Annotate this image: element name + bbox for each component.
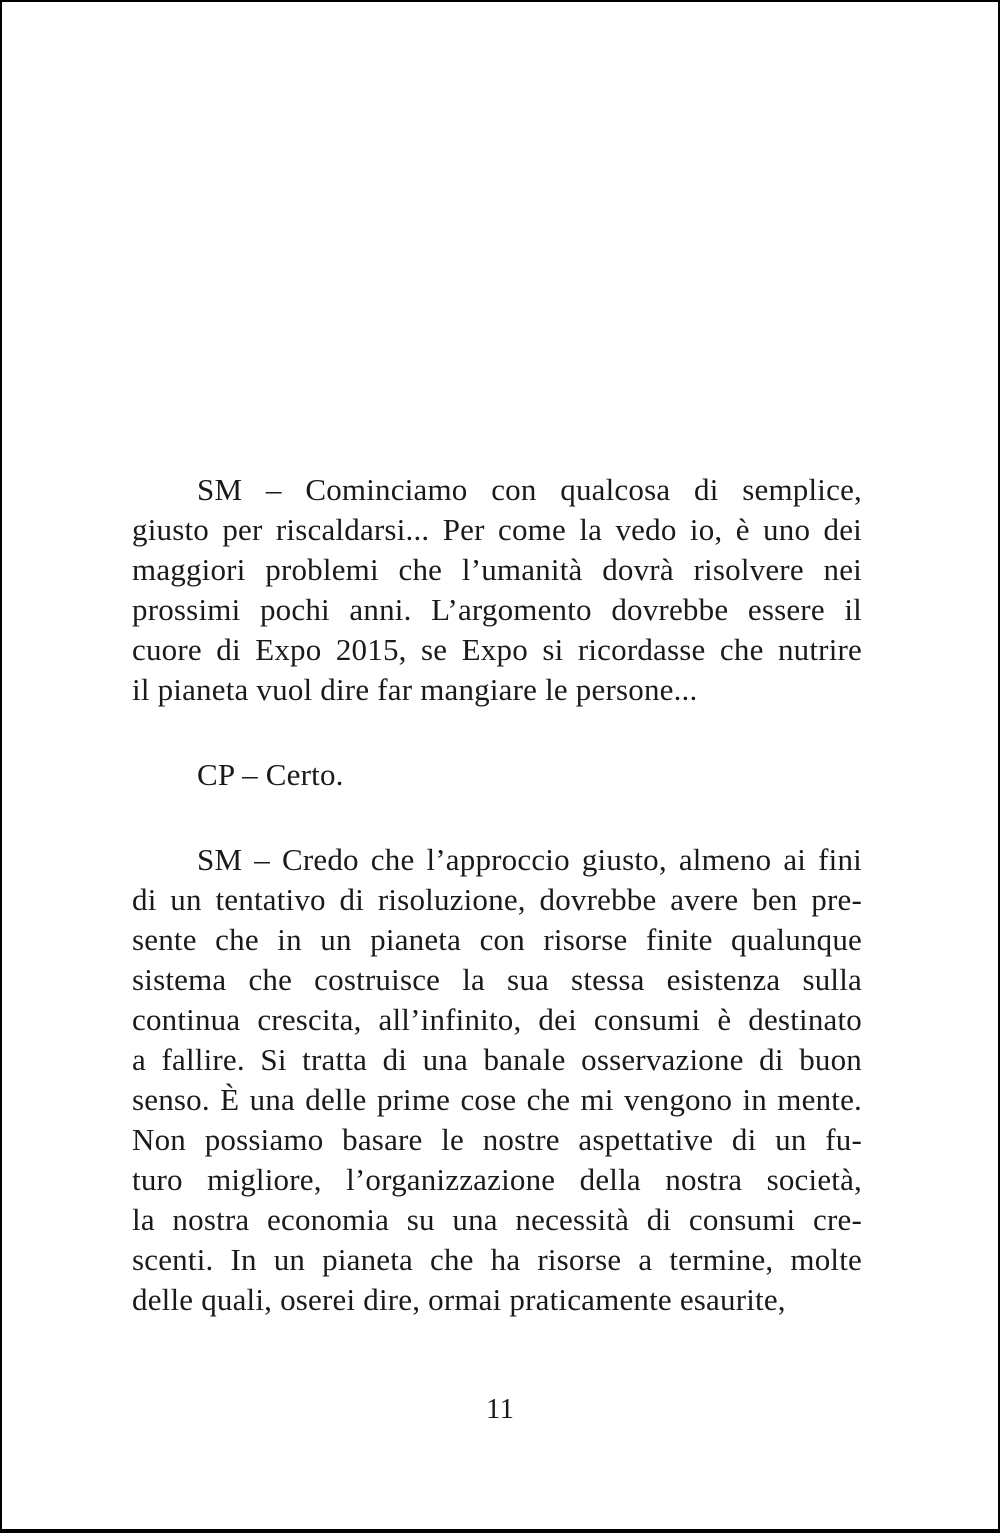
text-line: di un tentativo di risoluzione, dovrebbe avere ben pre- <box>132 882 862 917</box>
text-line: CP – Certo. <box>197 757 344 792</box>
text-line: SM – Cominciamo con qualcosa di semplice, <box>197 472 862 507</box>
text-line: sente che in un pianeta con risorse finite qualunque <box>132 922 862 957</box>
text-line: la nostra economia su una necessità di consumi cre- <box>132 1202 862 1237</box>
text-line: sistema che costruisce la sua stessa esistenza sulla <box>132 962 862 997</box>
text-line: delle quali, oserei dire, ormai praticamente esaurite, <box>132 1282 786 1317</box>
text-line: prossimi pochi anni. L’argomento dovrebbe essere il <box>132 592 862 627</box>
text-line: giusto per riscaldarsi... Per come la vedo io, è uno dei <box>132 512 862 547</box>
text-line: turo migliore, l’organizzazione della nostra società, <box>132 1162 862 1197</box>
dialogue-paragraph-sm-0 <box>132 470 862 710</box>
text-line: scenti. In un pianeta che ha risorse a termine, molte <box>132 1242 862 1277</box>
text-line: cuore di Expo 2015, se Expo si ricordasse che nutrire <box>132 632 862 667</box>
dialogue-paragraph-sm-2 <box>132 840 862 1320</box>
text-line: SM – Credo che l’approccio giusto, almeno ai fini <box>197 842 862 877</box>
dialogue-paragraph-cp-1 <box>132 755 862 795</box>
text-block <box>132 470 862 1320</box>
page-number: 11 <box>486 1393 514 1425</box>
text-line: senso. È una delle prime cose che mi vengono in mente. <box>132 1082 862 1117</box>
text-line: continua crescita, all’infinito, dei consumi è destinato <box>132 1002 862 1037</box>
text-line: maggiori problemi che l’umanità dovrà risolvere nei <box>132 552 862 587</box>
text-line: il pianeta vuol dire far mangiare le persone... <box>132 672 698 707</box>
text-line: Non possiamo basare le nostre aspettative di un fu- <box>132 1122 862 1157</box>
text-line: a fallire. Si tratta di una banale osservazione di buon <box>132 1042 862 1077</box>
